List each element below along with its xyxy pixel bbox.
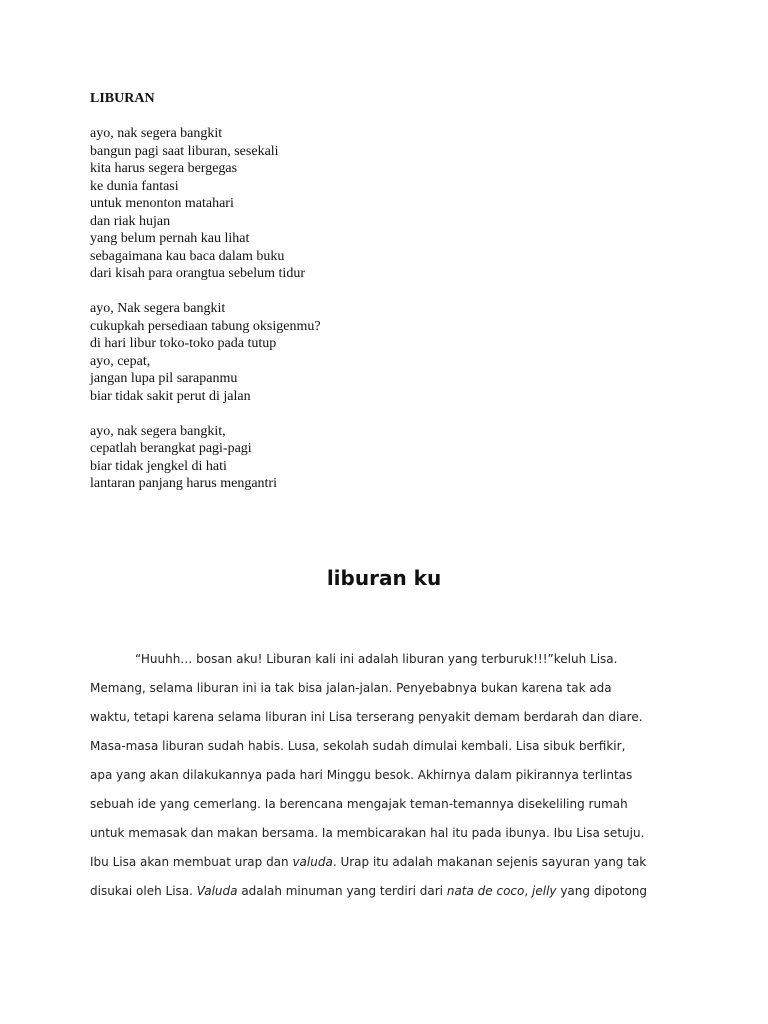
poem-line: cukupkah persediaan tabung oksigenmu? bbox=[90, 318, 321, 334]
poem-stanza-2 bbox=[90, 300, 690, 405]
poem-line: cepatlah berangkat pagi-pagi bbox=[90, 441, 252, 456]
poem-stanza-3 bbox=[90, 423, 690, 493]
poem-line: biar tidak sakit perut di jalan bbox=[90, 388, 251, 404]
story-text: , bbox=[524, 884, 533, 898]
story-line bbox=[90, 880, 690, 909]
poem bbox=[90, 90, 690, 510]
story-body bbox=[90, 648, 690, 909]
poem-line: di hari libur toko-toko pada tutup bbox=[90, 336, 277, 351]
poem-line: untuk menonton matahari bbox=[90, 196, 234, 211]
poem-line: bangun pagi saat liburan, sesekali bbox=[90, 143, 279, 159]
poem-line: yang belum pernah kau lihat bbox=[90, 231, 250, 246]
poem-line: kita harus segera bergegas bbox=[90, 161, 238, 176]
story-line: waktu, tetapi karena selama liburan ini Lisa terserang penyakit demam berdarah dan diare. bbox=[90, 710, 643, 724]
story-line: untuk memasak dan makan bersama. Ia membicarakan hal itu pada ibunya. Ibu Lisa setuju. bbox=[90, 826, 645, 840]
story-text: adalah minuman yang terdiri dari bbox=[237, 884, 447, 898]
story-line: apa yang akan dilakukannya pada hari Minggu besok. Akhirnya dalam pikirannya terlintas bbox=[90, 768, 633, 782]
story-line bbox=[90, 851, 690, 880]
poem-line: ayo, nak segera bangkit, bbox=[90, 423, 226, 439]
story-italic-term: Valuda bbox=[196, 884, 238, 898]
poem-line: jangan lupa pil sarapanmu bbox=[90, 371, 238, 386]
story-title: liburan ku bbox=[326, 566, 442, 590]
story-line: sebuah ide yang cemerlang. Ia berencana mengajak teman-temannya disekeliling rumah bbox=[90, 797, 628, 811]
story-italic-term: nata de coco bbox=[446, 884, 525, 898]
story-text: disukai oleh Lisa. bbox=[90, 884, 197, 898]
poem-line: ayo, Nak segera bangkit bbox=[90, 301, 226, 316]
poem-line: lantaran panjang harus mengantri bbox=[90, 476, 277, 491]
poem-line: ayo, cepat, bbox=[90, 353, 151, 369]
poem-line: dan riak hujan bbox=[90, 213, 171, 229]
story-italic-term: jelly bbox=[532, 884, 557, 898]
poem-title: LIBURAN bbox=[90, 91, 155, 106]
poem-line: ayo, nak segera bangkit bbox=[90, 126, 223, 141]
story-text: yang dipotong bbox=[556, 884, 648, 898]
poem-line: dari kisah para orangtua sebelum tidur bbox=[90, 266, 305, 281]
story-line: Memang, selama liburan ini ia tak bisa jalan-jalan. Penyebabnya bukan karena tak ada bbox=[90, 681, 612, 695]
poem-stanza-1 bbox=[90, 125, 690, 283]
story-text: . Urap itu adalah makanan sejenis sayuran yang tak bbox=[332, 855, 647, 869]
poem-line: ke dunia fantasi bbox=[90, 178, 179, 194]
story-line: “Huuhh… bosan aku! Liburan kali ini adalah liburan yang terburuk!!!”keluh Lisa. bbox=[135, 652, 618, 666]
poem-line: biar tidak jengkel di hati bbox=[90, 458, 227, 474]
story-italic-term: valuda bbox=[292, 855, 333, 869]
story-text: Ibu Lisa akan membuat urap dan bbox=[90, 855, 293, 869]
story-line: Masa-masa liburan sudah habis. Lusa, sekolah sudah dimulai kembali. Lisa sibuk berfikir, bbox=[90, 739, 626, 753]
poem-line: sebagaimana kau baca dalam buku bbox=[90, 248, 285, 264]
